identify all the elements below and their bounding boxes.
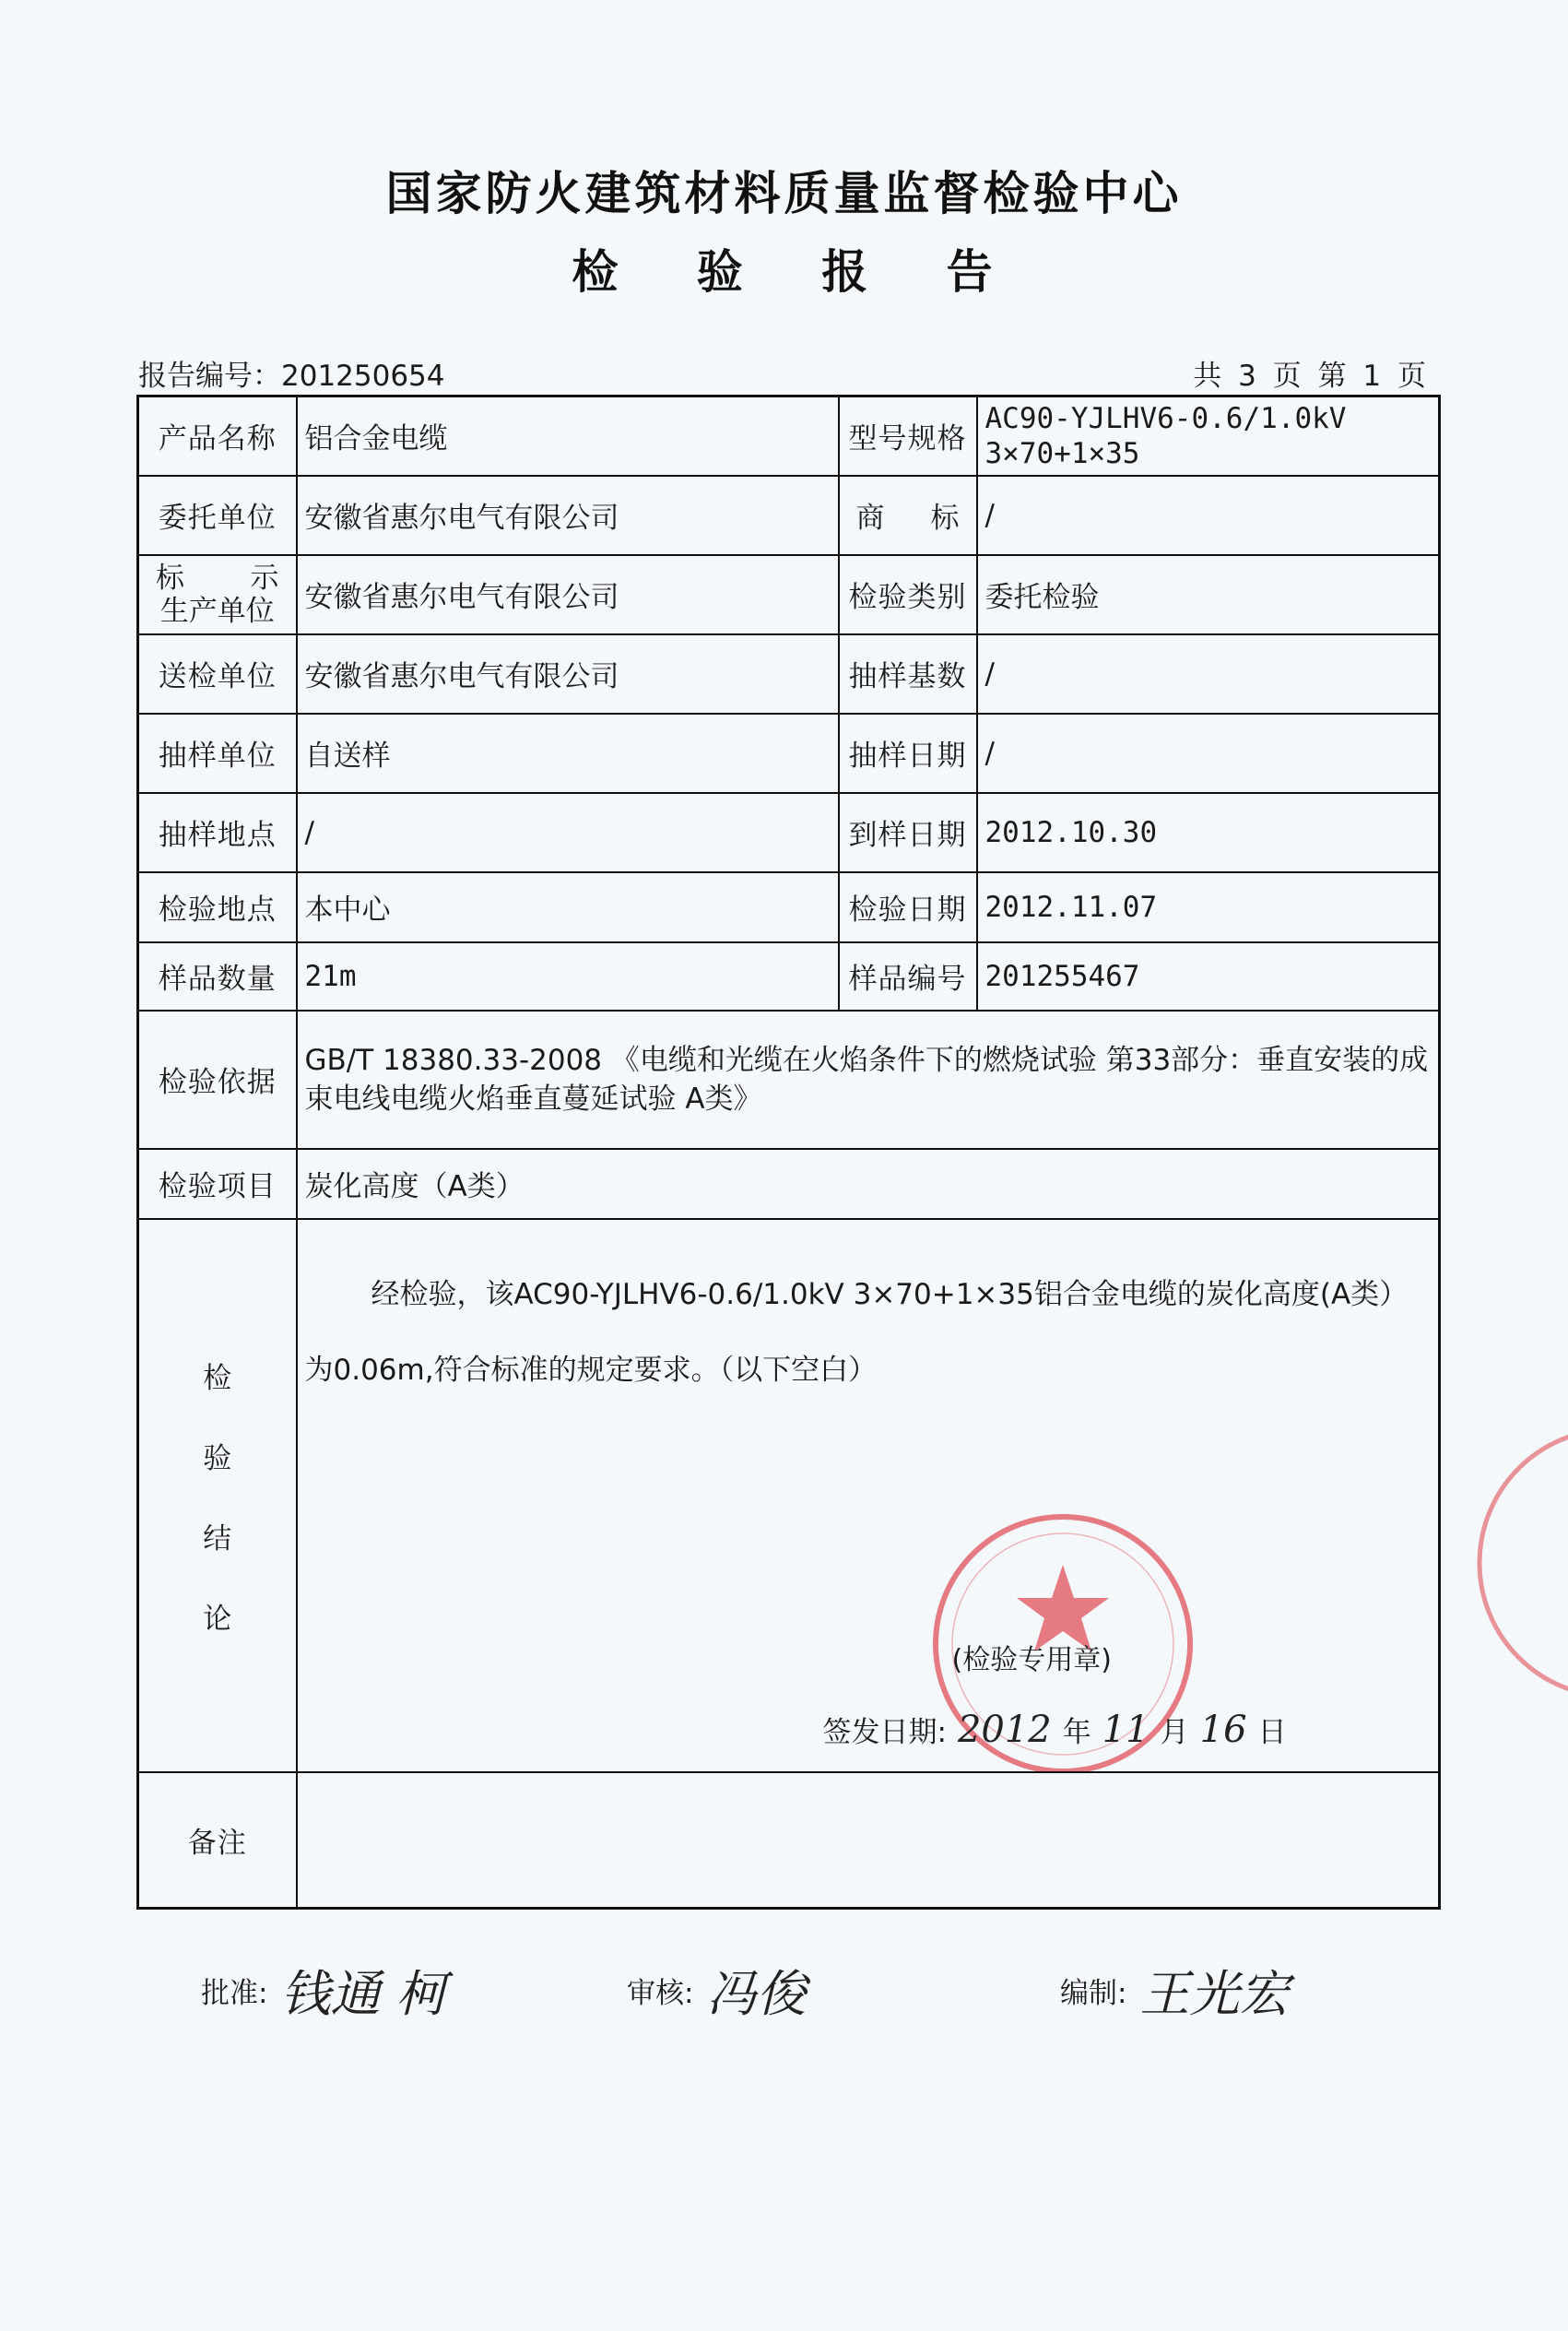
conclusion-label-char: 论: [203, 1602, 232, 1636]
test-date-label: 检验日期: [839, 872, 977, 942]
manufacturer-label-b: 示: [250, 561, 279, 595]
basis-label: 检验依据: [138, 1011, 297, 1149]
table-row: [138, 793, 1440, 872]
report-number: [138, 352, 445, 394]
sampling-unit-label: 抽样单位: [138, 714, 297, 793]
conclusion-label-char: 检: [203, 1361, 232, 1395]
conclusion-label-char: 验: [203, 1441, 232, 1475]
table-row: [138, 1011, 1440, 1149]
sampling-date-label: 抽样日期: [839, 714, 977, 793]
table-row: [138, 555, 1440, 634]
manufacturer-label: [138, 555, 297, 634]
conclusion-label-char: 结: [203, 1521, 232, 1556]
table-row: [138, 942, 1440, 1011]
manufacturer-label-c: 生产单位: [159, 594, 275, 628]
test-type-label: 检验类别: [839, 555, 977, 634]
table-row: [138, 1772, 1440, 1909]
model-label: 型号规格: [839, 396, 977, 476]
issue-month-char: 月: [1160, 1715, 1189, 1749]
sample-no-label: 样品编号: [839, 942, 977, 1011]
client-label: 委托单位: [138, 476, 297, 555]
seal-caption: (检验专用章): [951, 1643, 1112, 1676]
table-row: [138, 634, 1440, 714]
arrival-date-value: 2012.10.30: [977, 793, 1440, 872]
conclusion-label: [138, 1219, 297, 1772]
manufacturer-value: 安徽省惠尔电气有限公司: [297, 555, 839, 634]
report-title: 检 验 报 告: [572, 245, 1024, 299]
product-name-value: 铝合金电缆: [297, 396, 839, 476]
table-row: [138, 1219, 1440, 1772]
issue-date-label: 签发日期:: [822, 1715, 947, 1749]
approve-label: 批准:: [201, 1977, 268, 2010]
review-signature: [627, 1955, 806, 2026]
edge-seal-fragment: [1475, 1411, 1568, 1715]
approve-signature-handwritten: 钱通 柯: [280, 1965, 446, 2023]
table-row: [138, 476, 1440, 555]
arrival-date-label: 到样日期: [839, 793, 977, 872]
quantity-label: 样品数量: [138, 942, 297, 1011]
sampling-place-label: 抽样地点: [138, 793, 297, 872]
compile-signature-handwritten: 王光宏: [1139, 1965, 1290, 2023]
issue-day-handwritten: 16: [1199, 1708, 1247, 1751]
issue-year-char: 年: [1062, 1715, 1091, 1749]
table-row: [138, 396, 1440, 476]
report-table: [136, 395, 1441, 1910]
report-number-label: 报告编号：: [138, 360, 281, 393]
sampling-unit-value: 自送样: [297, 714, 839, 793]
items-label: 检验项目: [138, 1149, 297, 1219]
sample-base-value: /: [977, 634, 1440, 714]
table-row: [138, 714, 1440, 793]
basis-value: GB/T 18380.33-2008 《电缆和光缆在火焰条件下的燃烧试验 第33部分：垂直安装的成束电线电缆火焰垂直蔓延试验 A类》: [297, 1011, 1440, 1149]
sampling-place-value: /: [297, 793, 839, 872]
product-name-label: 产品名称: [138, 396, 297, 476]
client-value: 安徽省惠尔电气有限公司: [297, 476, 839, 555]
approve-signature: [201, 1955, 446, 2026]
manufacturer-label-a: 标: [156, 561, 184, 595]
review-signature-handwritten: 冯俊: [706, 1965, 807, 2023]
trademark-label-b: 标: [930, 502, 960, 535]
sample-no-value: 201255467: [977, 942, 1440, 1011]
sample-base-label: 抽样基数: [839, 634, 977, 714]
submitter-value: 安徽省惠尔电气有限公司: [297, 634, 839, 714]
page-indicator: 共 3 页 第 1 页: [1193, 360, 1430, 393]
submitter-label: 送检单位: [138, 634, 297, 714]
items-value: 炭化高度（A类）: [297, 1149, 1440, 1219]
compile-label: 编制:: [1060, 1977, 1127, 2010]
review-label: 审核:: [627, 1977, 694, 2010]
trademark-label-a: 商: [855, 502, 885, 535]
model-value: AC90-YJLHV6-0.6/1.0kV 3×70+1×35: [977, 396, 1440, 476]
conclusion-cell: [297, 1219, 1440, 1772]
conclusion-text: 经检验，该AC90-YJLHV6-0.6/1.0kV 3×70+1×35铝合金电缆的炭化高度(A类）为0.06m,符合标准的规定要求。（以下空白）: [304, 1277, 1394, 1387]
issue-day-char: 日: [1257, 1715, 1287, 1749]
test-place-label: 检验地点: [138, 872, 297, 942]
issue-month-handwritten: 11: [1102, 1708, 1149, 1751]
table-row: [138, 872, 1440, 942]
issue-year-handwritten: 2012: [957, 1708, 1052, 1751]
quantity-value: 21m: [297, 942, 839, 1011]
compile-signature: [1060, 1955, 1289, 2026]
sampling-date-value: /: [977, 714, 1440, 793]
table-row: [138, 1149, 1440, 1219]
test-date-value: 2012.11.07: [977, 872, 1440, 942]
test-place-value: 本中心: [297, 872, 839, 942]
trademark-value: /: [977, 476, 1440, 555]
test-type-value: 委托检验: [977, 555, 1440, 634]
center-name-heading: 国家防火建筑材料质量监督检验中心: [385, 167, 1183, 220]
trademark-label: [839, 476, 977, 555]
report-number-value: 201250654: [281, 360, 445, 393]
remarks-value: [297, 1772, 1440, 1909]
remarks-label: 备注: [138, 1772, 297, 1909]
issue-date: [823, 1709, 1287, 1751]
